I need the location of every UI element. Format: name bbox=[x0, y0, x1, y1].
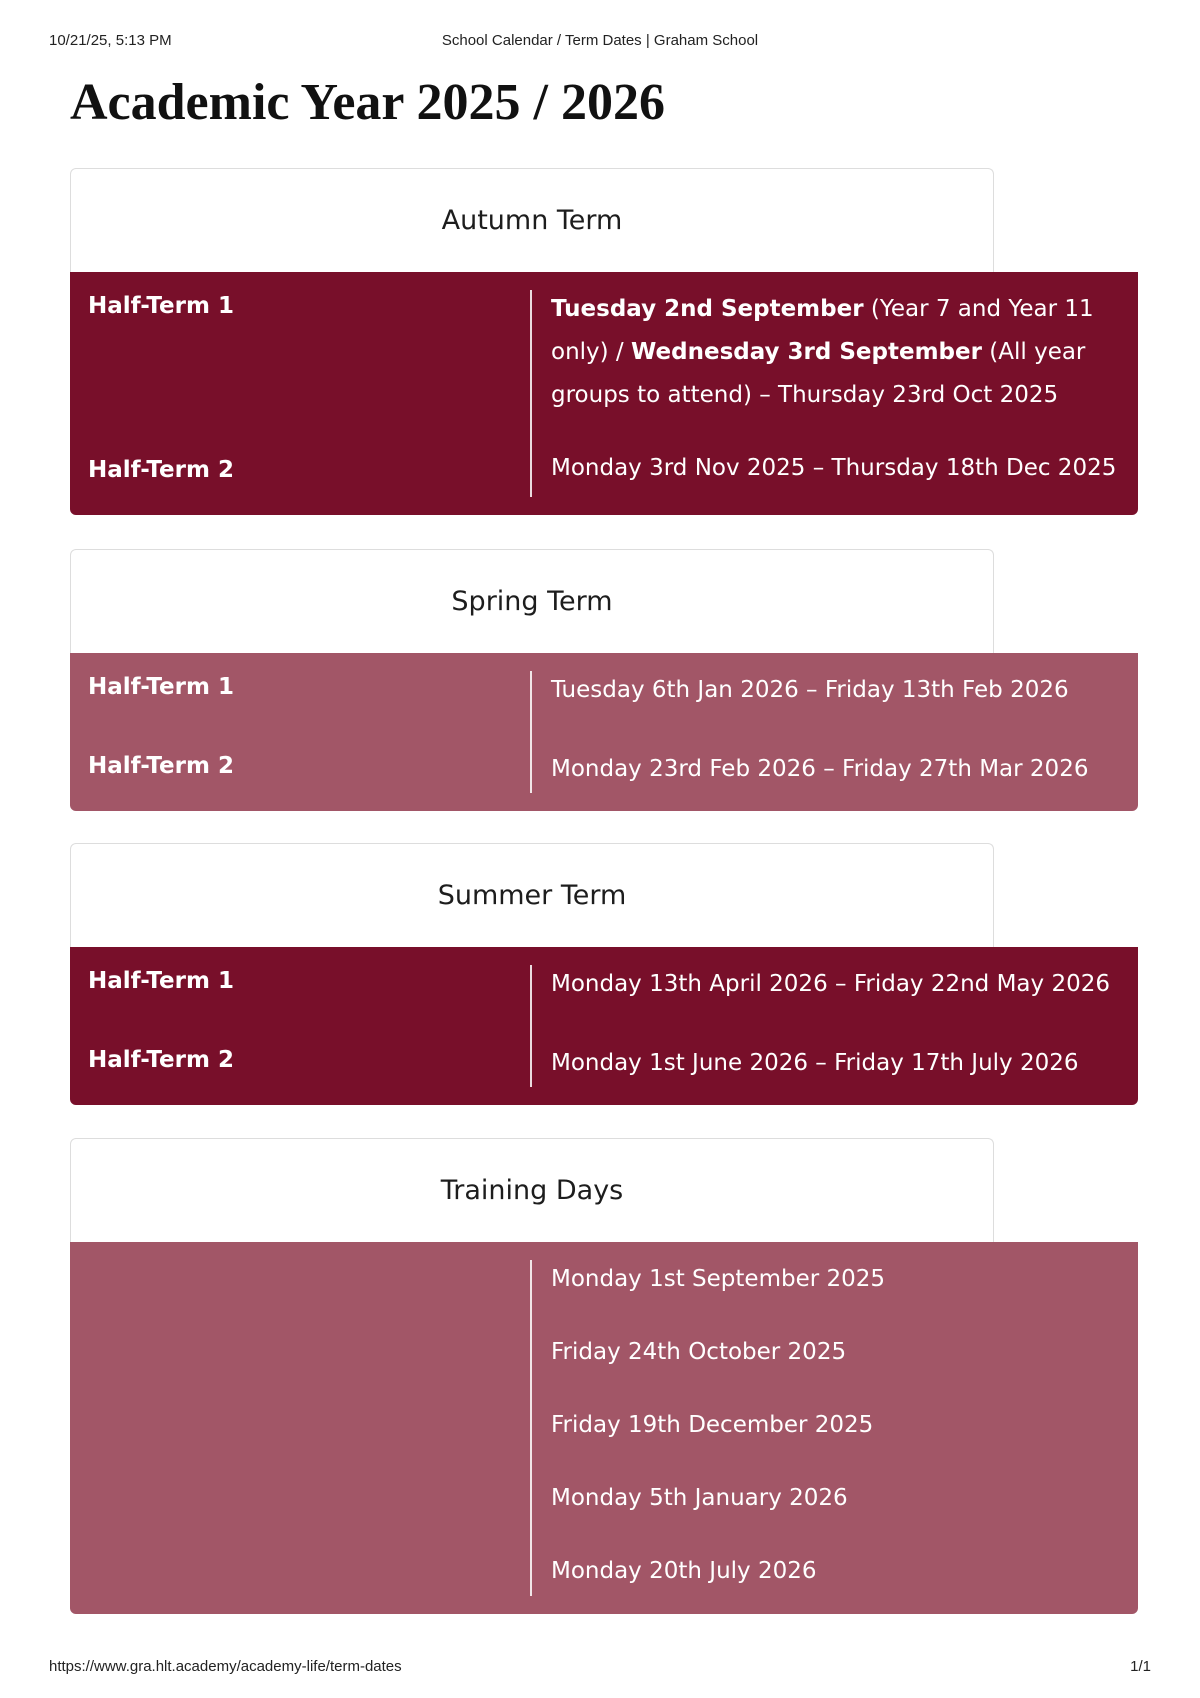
spring-term-title: Spring Term bbox=[70, 549, 994, 653]
spring-half-term-1-label: Half-Term 1 bbox=[88, 674, 234, 700]
date-note: (All year groups to attend) – Thursday 23rd Oct 2025 bbox=[551, 339, 1086, 408]
autumn-term-table bbox=[70, 272, 1138, 515]
summer-term-title: Summer Term bbox=[70, 843, 994, 947]
autumn-term-title: Autumn Term bbox=[70, 168, 994, 272]
summer-half-term-1-dates: Monday 13th April 2026 – Friday 22nd May 2026 bbox=[551, 971, 1110, 997]
summer-half-term-2-label: Half-Term 2 bbox=[88, 1047, 234, 1073]
training-day-date: Monday 20th July 2026 bbox=[551, 1558, 817, 1584]
print-page-number: 1/1 bbox=[1130, 1658, 1151, 1675]
autumn-half-term-2-dates: Monday 3rd Nov 2025 – Thursday 18th Dec 2025 bbox=[551, 455, 1117, 481]
autumn-half-term-1-label: Half-Term 1 bbox=[88, 293, 234, 319]
print-datetime: 10/21/25, 5:13 PM bbox=[49, 32, 172, 49]
column-divider bbox=[530, 965, 532, 1087]
training-day-date: Monday 5th January 2026 bbox=[551, 1485, 848, 1511]
training-days-table bbox=[70, 1242, 1138, 1614]
training-day-date: Friday 19th December 2025 bbox=[551, 1412, 874, 1438]
page-title: Academic Year 2025 / 2026 bbox=[70, 74, 666, 131]
spring-term-table bbox=[70, 653, 1138, 811]
summer-half-term-1-label: Half-Term 1 bbox=[88, 968, 234, 994]
spring-half-term-2-label: Half-Term 2 bbox=[88, 753, 234, 779]
date-emphasis: Wednesday 3rd September bbox=[631, 339, 982, 365]
date-emphasis: Tuesday 2nd September bbox=[551, 296, 864, 322]
column-divider bbox=[530, 290, 532, 497]
autumn-half-term-2-label: Half-Term 2 bbox=[88, 457, 234, 483]
training-days-title: Training Days bbox=[70, 1138, 994, 1242]
summer-term-section bbox=[70, 843, 1138, 1105]
training-day-date: Monday 1st September 2025 bbox=[551, 1266, 886, 1292]
column-divider bbox=[530, 671, 532, 793]
column-divider bbox=[530, 1260, 532, 1596]
date-note: (Year 7 and Year 11 only) / bbox=[551, 296, 1094, 365]
spring-half-term-1-dates: Tuesday 6th Jan 2026 – Friday 13th Feb 2026 bbox=[551, 677, 1069, 703]
summer-half-term-2-dates: Monday 1st June 2026 – Friday 17th July 2026 bbox=[551, 1050, 1079, 1076]
spring-term-section bbox=[70, 549, 1138, 811]
autumn-term-section bbox=[70, 168, 1138, 515]
training-day-date: Friday 24th October 2025 bbox=[551, 1339, 847, 1365]
spring-half-term-2-dates: Monday 23rd Feb 2026 – Friday 27th Mar 2026 bbox=[551, 756, 1089, 782]
print-url: https://www.gra.hlt.academy/academy-life/term-dates bbox=[49, 1658, 402, 1675]
autumn-half-term-1-dates bbox=[551, 288, 1121, 417]
summer-term-table bbox=[70, 947, 1138, 1105]
print-page-title: School Calendar / Term Dates | Graham School bbox=[441, 32, 759, 49]
training-days-section bbox=[70, 1138, 1138, 1614]
